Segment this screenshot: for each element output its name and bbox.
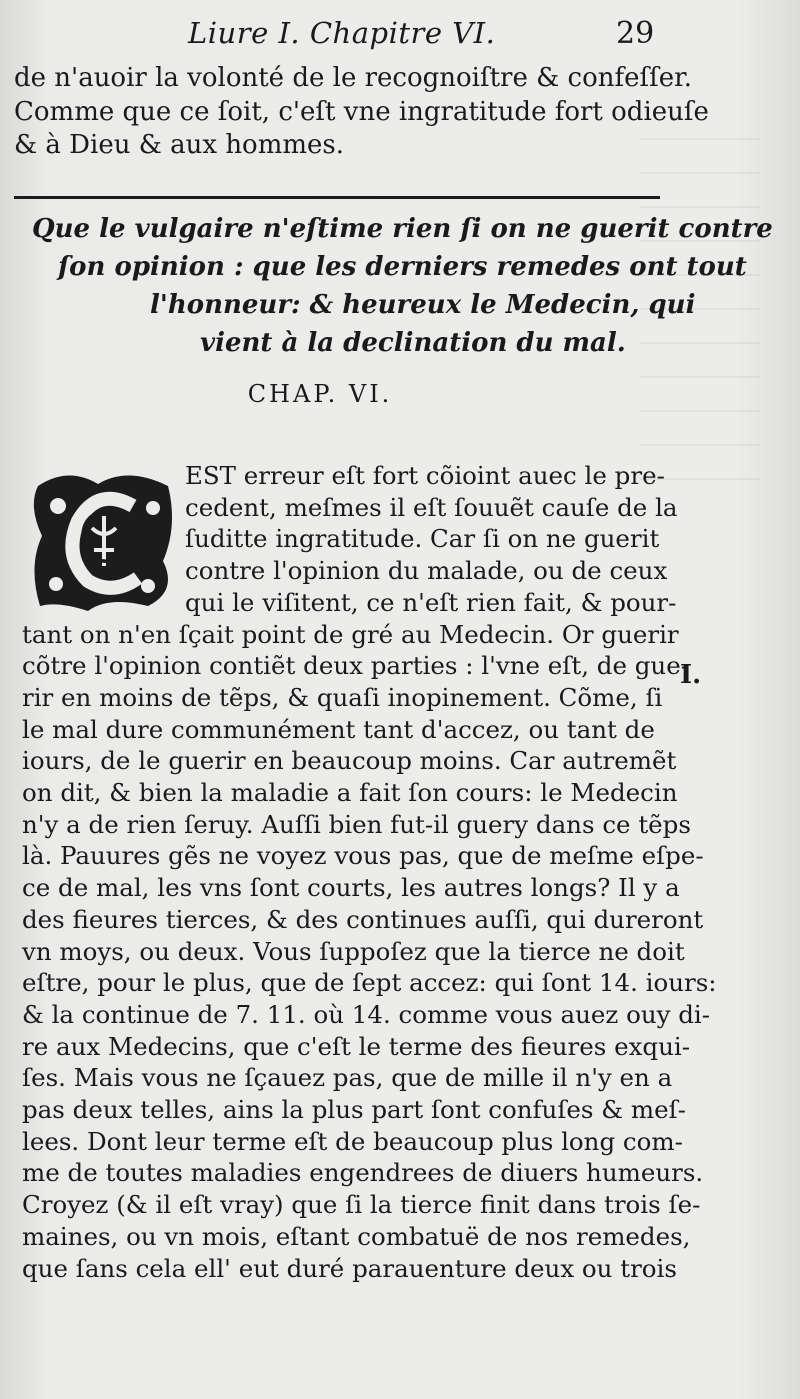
- text-line: ſes. Mais vous ne ſçauez pas, que de mille il n'y en a: [22, 1063, 673, 1093]
- heading-line: ſon opinion : que les derniers remedes ont tout: [58, 252, 747, 282]
- text-line: maines, ou vn mois, eſtant combatuë de nos remedes,: [22, 1221, 691, 1251]
- text-line: le mal dure communément tant d'accez, ou tant de: [22, 714, 655, 744]
- chapter-heading: [18, 210, 773, 362]
- text-line: Comme que ce ſoit, c'eſt vne ingratitude fort odieuſe: [14, 96, 709, 127]
- text-line: lees. Dont leur terme eſt de beaucoup plus long com-: [22, 1126, 683, 1156]
- text-line: cõtre l'opinion contiẽt deux parties : l'vne eſt, de gue-: [22, 651, 689, 681]
- text-line: & la continue de 7. 11. où 14. comme vous auez ouy di-: [22, 999, 711, 1029]
- section-rule: [14, 196, 660, 199]
- text-line: iours, de le guerir en beaucoup moins. Car autremẽt: [22, 746, 677, 776]
- text-line: rir en moins de tẽps, & quaſi inopinement. Cõme, ſi: [22, 682, 663, 712]
- text-line: qui le viſitent, ce n'eſt rien fait, & pour-: [185, 587, 677, 617]
- running-head-title: Liure I. Chapitre VI.: [188, 16, 496, 50]
- page-number: 29: [616, 16, 655, 51]
- text-line: me de toutes maladies engendrees de diuers humeurs.: [22, 1158, 704, 1188]
- heading-line: Que le vulgaire n'eſtime rien ſi on ne guerit contre: [32, 214, 773, 244]
- chapter-label: CHAP. VI.: [247, 380, 393, 408]
- dropcap-letter: C: [77, 497, 131, 579]
- heading-line: l'honneur: & heureux le Medecin, qui: [150, 290, 696, 320]
- text-line: de n'auoir la volonté de le recognoiſtre & confeſſer.: [14, 63, 692, 93]
- text-line: là. Pauures gẽs ne voyez vous pas, que de meſme eſpe-: [22, 841, 704, 871]
- text-line: Croyez (& il eſt vray) que ſi la tierce finit dans trois ſe-: [22, 1190, 701, 1220]
- text-line: EST erreur eſt fort cõioint auec le pre-: [185, 461, 665, 490]
- text-line: n'y a de rien ſeruy. Auſſi bien fut-il guery dans ce tẽps: [22, 809, 691, 839]
- previous-chapter-ending: [14, 62, 709, 163]
- text-line: pas deux telles, ains la plus part ſont confuſes & meſ-: [22, 1095, 686, 1125]
- text-line: cedent, meſmes il eſt ſouuẽt cauſe de la: [185, 492, 678, 522]
- text-line: eſtre, pour le plus, que de ſept accez: qui ſont 14. iours:: [22, 968, 717, 998]
- text-line: vn moys, ou deux. Vous ſuppoſez que la tierce ne doit: [22, 936, 685, 966]
- text-line: ce de mal, les vns ſont courts, les autres longs? Il y a: [22, 873, 680, 903]
- text-line: contre l'opinion du malade, ou de ceux: [185, 556, 668, 586]
- text-line: ſuditte ingratitude. Car ſi on ne guerit: [185, 524, 660, 554]
- text-line: tant on n'en ſçait point de gré au Medecin. Or guerir: [22, 619, 679, 649]
- margin-note: I.: [680, 660, 702, 690]
- text-line: & à Dieu & aux hommes.: [14, 130, 345, 160]
- text-line: que ſans cela ell' eut duré parauenture deux ou trois: [22, 1253, 677, 1283]
- heading-line: vient à la declination du mal.: [200, 328, 626, 358]
- text-line: on dit, & bien la maladie a fait ſon cours: le Medecin: [22, 778, 678, 808]
- running-head: [0, 16, 800, 56]
- text-line: re aux Medecins, que c'eſt le terme des fieures exqui-: [22, 1031, 690, 1061]
- chapter-body: [22, 460, 717, 1284]
- text-line: des fieures tierces, & des continues auſſi, qui dureront: [22, 904, 704, 934]
